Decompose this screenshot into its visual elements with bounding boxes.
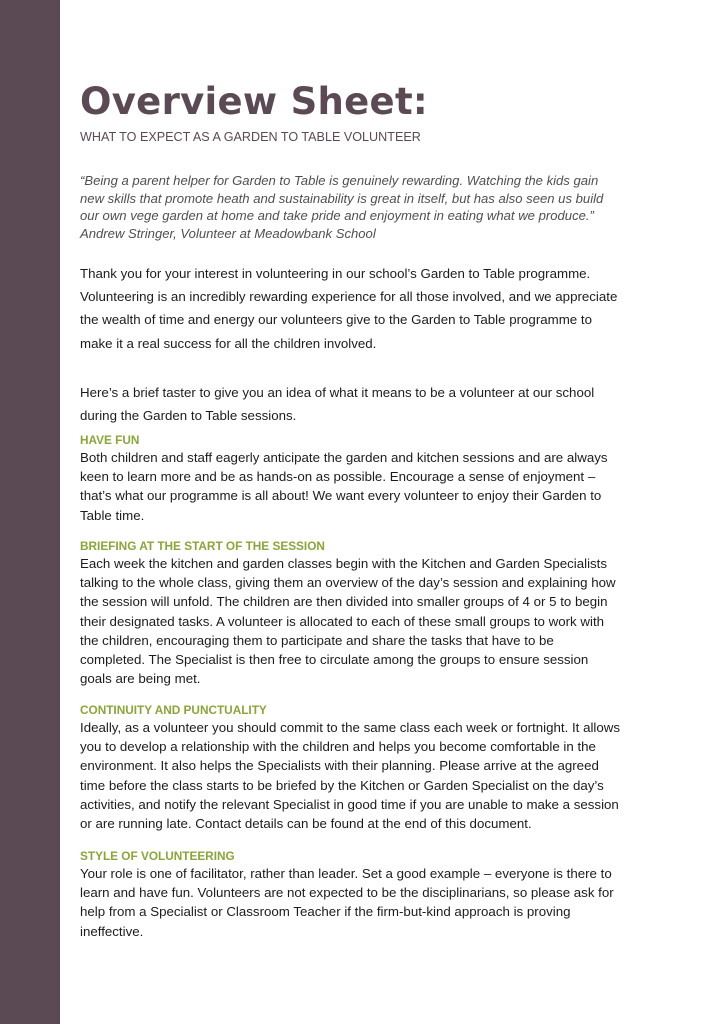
taster-paragraph (80, 382, 680, 427)
body-line: talking to the whole class, giving them an overview of the day’s session and explaining how (80, 575, 616, 591)
intro-line: Thank you for your interest in volunteering in our school’s Garden to Table programme. (80, 266, 591, 281)
section-heading: BRIEFING AT THE START OF THE SESSION (80, 539, 325, 553)
body-line: help from a Specialist or Classroom Teacher if the firm-but-kind approach is proving (80, 904, 571, 920)
quote-line: our own vege garden at home and take pride and enjoyment in eating what we produce.” (80, 208, 594, 223)
page-subtitle: WHAT TO EXPECT AS A GARDEN TO TABLE VOLUNTEER (80, 130, 421, 144)
page-title: Overview Sheet: (80, 80, 429, 123)
section-heading: STYLE OF VOLUNTEERING (80, 849, 235, 863)
section-have-fun (80, 432, 680, 525)
body-line: their designated tasks. A volunteer is allocated to each of these small groups to work with (80, 613, 605, 629)
body-line: Your role is one of facilitator, rather than leader. Set a good example – everyone is there to (80, 866, 612, 881)
body-line: ineffective. (80, 923, 144, 939)
body-line: that’s what our programme is all about! We want every volunteer to enjoy their Garden to (80, 488, 602, 504)
body-line: the session will unfold. The children are then divided into smaller groups of 4 or 5 to begin (80, 594, 608, 610)
section-body (80, 448, 680, 525)
body-line: Ideally, as a volunteer you should commit to the same class each week or fortnight. It allows (80, 720, 621, 735)
quote-line: new skills that promote heath and sustainability is great in itself, but has also seen us build (80, 190, 604, 206)
testimonial-quote (80, 172, 680, 242)
side-color-bar (0, 0, 60, 1024)
body-line: the children, encouraging them to participate and share the tasks that have to be (80, 632, 554, 648)
section-body (80, 718, 680, 833)
quote-attribution: Andrew Stringer, Volunteer at Meadowbank School (80, 225, 376, 241)
body-line: Each week the kitchen and garden classes begin with the Kitchen and Garden Specialists (80, 556, 608, 571)
quote-line: “Being a parent helper for Garden to Table is genuinely rewarding. Watching the kids gain (80, 173, 599, 188)
body-line: time before the class starts to be briefed by the Kitchen or Garden Specialist on the day’s (80, 777, 604, 793)
section-heading: HAVE FUN (80, 433, 140, 447)
intro-paragraph (80, 262, 680, 355)
body-line: Table time. (80, 507, 145, 523)
body-line: learn and have fun. Volunteers are not expected to be the disciplinarians, so please ask for (80, 885, 614, 901)
section-body (80, 554, 680, 688)
intro-line: the wealth of time and energy our volunteers give to the Garden to Table programme to (80, 312, 592, 328)
body-line: goals are being met. (80, 671, 201, 687)
section-continuity (80, 702, 680, 833)
body-line: keen to learn more and be as hands-on as possible. Encourage a sense of enjoyment – (80, 469, 596, 485)
section-briefing (80, 538, 680, 688)
section-body (80, 864, 680, 941)
body-line: completed. The Specialist is then free to circulate among the groups to ensure session (80, 652, 589, 668)
intro-line: Volunteering is an incredibly rewarding experience for all those involved, and we appreciate (80, 289, 618, 305)
section-style (80, 848, 680, 941)
body-line: or are running late. Contact details can be found at the end of this document. (80, 816, 532, 832)
taster-line: Here’s a brief taster to give you an idea of what it means to be a volunteer at our school (80, 385, 595, 400)
body-line: Both children and staff eagerly anticipate the garden and kitchen sessions and are always (80, 450, 608, 465)
body-line: activities, and notify the relevant Specialist in good time if you are unable to make a session (80, 796, 619, 812)
taster-line: during the Garden to Table sessions. (80, 407, 297, 423)
body-line: environment. It also helps the Specialists with their planning. Please arrive at the agreed (80, 758, 599, 774)
intro-line: make it a real success for all the children involved. (80, 335, 377, 351)
section-heading: CONTINUITY AND PUNCTUALITY (80, 703, 267, 717)
body-line: you to develop a relationship with the children and helps you become comfortable in the (80, 739, 596, 755)
